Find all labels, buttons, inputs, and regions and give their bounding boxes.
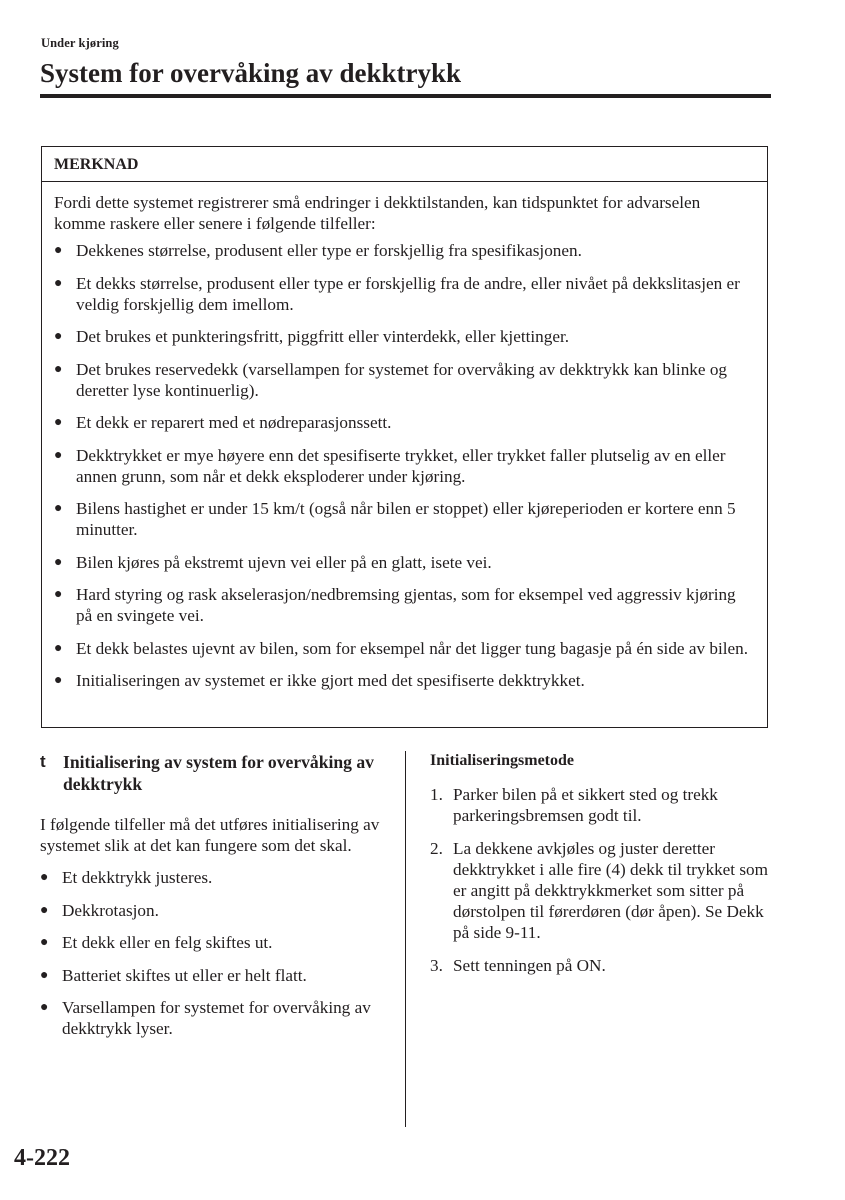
bullet-icon: ● — [40, 902, 49, 918]
note-item-text: Et dekk er reparert med et nødreparasjonssett. — [76, 413, 392, 432]
page-title: System for overvåking av dekktrykk — [40, 58, 462, 88]
bullet-icon: ● — [40, 967, 49, 983]
initialization-list — [40, 867, 390, 1039]
note-item — [54, 326, 753, 347]
column-divider — [405, 751, 406, 1127]
list-item-text: Et dekktrykk justeres. — [62, 868, 213, 887]
note-item — [54, 273, 753, 315]
list-item-text: Batteriet skiftes ut eller er helt flatt. — [62, 965, 307, 985]
method-steps — [430, 784, 775, 976]
note-item-text: Et dekks størrelse, produsent eller type er forskjellig fra de andre, eller nivået på dekkslitasjen er veldig forskjellig dem imellom. — [76, 273, 740, 314]
initialization-section — [40, 751, 390, 1051]
note-intro: Fordi dette systemet registrerer små endringer i dekktilstanden, kan tidspunktet for advarselen komme raskere eller senere i følgende tilfeller: — [54, 193, 701, 233]
note-item-text: Et dekk belastes ujevnt av bilen, som for eksempel når det ligger tung bagasje på én side av bilen. — [76, 638, 749, 658]
list-item — [40, 867, 390, 888]
step-number: 1. — [430, 785, 443, 804]
list-item — [40, 900, 390, 921]
section-marker-icon: t — [40, 752, 46, 771]
bullet-icon: ● — [54, 275, 63, 291]
note-item — [54, 670, 753, 691]
initialization-intro: I følgende tilfeller må det utføres initialisering av systemet slik at det kan fungere som det skal. — [40, 815, 380, 855]
step-text: Sett tenningen på ON. — [453, 956, 606, 975]
list-item-text: Dekkrotasjon. — [62, 900, 159, 920]
bullet-icon: ● — [54, 587, 63, 602]
list-item-text: Varsellampen for systemet for overvåking av dekktrykk lyser. — [62, 998, 371, 1038]
note-item — [54, 584, 753, 626]
note-item-text: Dekkenes størrelse, produsent eller type er forskjellig fra spesifikasjonen. — [76, 241, 582, 260]
step-item — [430, 784, 775, 826]
note-item-text: Bilen kjøres på ekstremt ujevn vei eller på en glatt, isete vei. — [76, 552, 492, 572]
list-item — [40, 932, 390, 953]
note-heading: MERKNAD — [42, 147, 767, 182]
bullet-icon: ● — [54, 673, 63, 688]
bullet-icon: ● — [54, 640, 63, 656]
note-item — [54, 412, 753, 433]
note-item — [54, 552, 753, 573]
step-item — [430, 838, 775, 943]
note-item-text: Hard styring og rask akselerasjon/nedbremsing gjentas, som for eksempel ved aggressiv kjøring på en svingete vei. — [76, 585, 736, 625]
bullet-icon: ● — [40, 935, 49, 950]
bullet-icon: ● — [54, 415, 63, 430]
note-list — [54, 240, 753, 691]
list-item — [40, 997, 390, 1039]
bullet-icon: ● — [54, 554, 63, 570]
note-item — [54, 359, 753, 401]
page-number: 4-222 — [14, 1145, 70, 1171]
note-item — [54, 445, 753, 487]
section-label: Under kjøring — [41, 36, 119, 50]
bullet-icon: ● — [40, 1000, 49, 1015]
note-box — [41, 146, 768, 728]
bullet-icon: ● — [40, 870, 49, 885]
note-item-text: Det brukes et punkteringsfritt, piggfritt eller vinterdekk, eller kjettinger. — [76, 327, 570, 346]
note-item-text: Initialiseringen av systemet er ikke gjort med det spesifiserte dekktrykket. — [76, 671, 585, 690]
note-item-text: Dekktrykket er mye høyere enn det spesifiserte trykket, eller trykket faller plutselig av en eller annen grunn, som når et dekk eksploderer under kjøring. — [76, 445, 726, 486]
note-item — [54, 240, 753, 261]
bullet-icon: ● — [54, 329, 63, 344]
list-item-text: Et dekk eller en felg skiftes ut. — [62, 933, 273, 952]
note-item — [54, 638, 753, 659]
step-text: Parker bilen på et sikkert sted og trekk parkeringsbremsen godt til. — [453, 785, 718, 825]
note-item-text: Bilens hastighet er under 15 km/t (også når bilen er stoppet) eller kjøreperioden er kortere enn 5 minutter. — [76, 499, 736, 539]
step-number: 2. — [430, 839, 443, 858]
note-body — [42, 182, 767, 691]
note-item-text: Det brukes reservedekk (varsellampen for systemet for overvåking av dekktrykk kan blinke og deretter lyse kontinuerlig). — [76, 359, 728, 400]
note-item — [54, 498, 753, 540]
bullet-icon: ● — [54, 501, 63, 516]
method-section — [430, 751, 775, 988]
step-item — [430, 955, 775, 976]
step-number: 3. — [430, 956, 443, 975]
title-rule — [40, 94, 771, 98]
bullet-icon: ● — [54, 243, 63, 258]
step-text: La dekkene avkjøles og juster deretter dekktrykket i alle fire (4) dekk til trykket som er angitt på dekktrykkmerket som sitter på dørstolpen til førerdøren (dør åpen). Se Dekk på side 9-11. — [453, 839, 769, 942]
bullet-icon: ● — [54, 361, 63, 377]
list-item — [40, 965, 390, 986]
bullet-icon: ● — [54, 447, 63, 463]
initialization-heading-text: Initialisering av system for overvåking av dekktrykk — [63, 752, 374, 794]
method-heading: Initialiseringsmetode — [430, 752, 574, 769]
initialization-heading — [40, 751, 390, 795]
